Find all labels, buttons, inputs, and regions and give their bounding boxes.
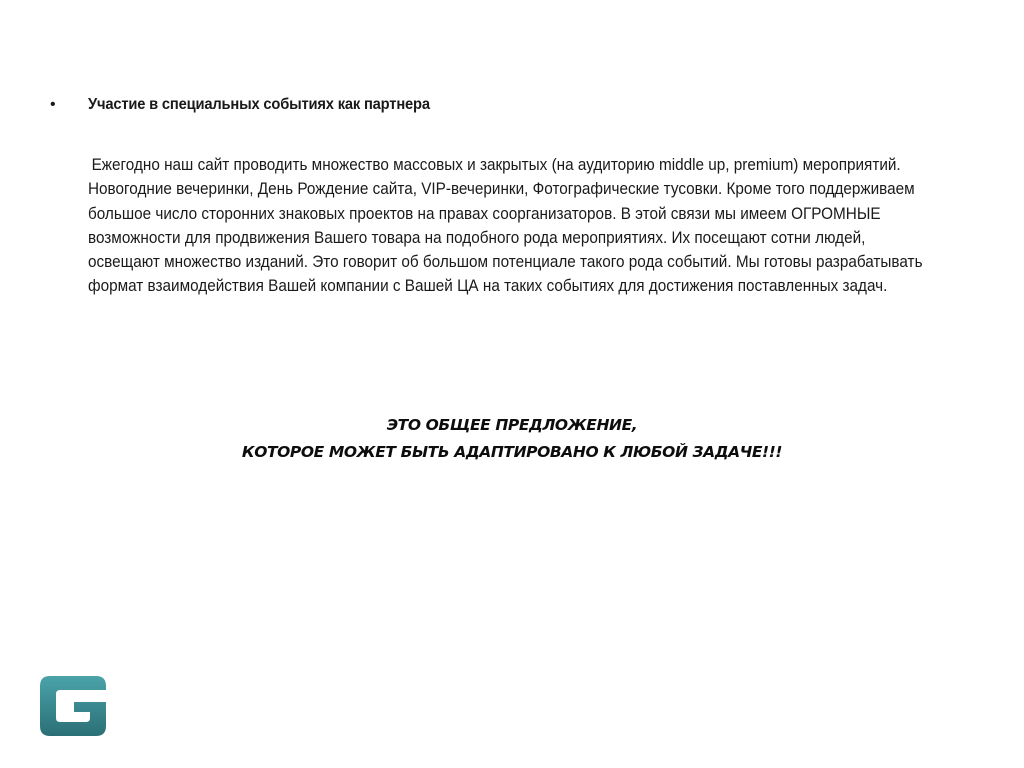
offer-block [0, 412, 1024, 466]
bullet-title: Участие в специальных событиях как партнера [88, 96, 430, 113]
offer-line-1: ЭТО ОБЩЕЕ ПРЕДЛОЖЕНИЕ, [386, 416, 638, 434]
offer-line-2: КОТОРОЕ МОЖЕТ БЫТЬ АДАПТИРОВАНО К ЛЮБОЙ ЗАДАЧЕ!!! [241, 443, 783, 461]
body-paragraph-block [88, 153, 925, 299]
g-logo-icon [40, 676, 106, 736]
bullet-symbol: • [50, 96, 56, 113]
bullet-item [50, 96, 950, 114]
body-paragraph: Ежегодно наш сайт проводить множество массовых и закрытых (на аудиторию middle up, premium) мероприятий. Новогодние вечеринки, День Рождение сайта, VIP-вечеринки, Фотографические тусовки. Кроме того поддерживаем большое число сторонних знаковых проектов на правах соорганизаторов. В этой связи мы имеем ОГРОМНЫЕ возможности для продвижения Вашего товара на подобного рода мероприятиях. Их посещают сотни людей, освещают множество изданий. Это говорит об большом потенциале такого рода событий. Мы готовы разрабатывать формат взаимодействия Вашей компании с Вашей ЦА на таких событиях для достижения поставленных задач. [88, 155, 923, 296]
